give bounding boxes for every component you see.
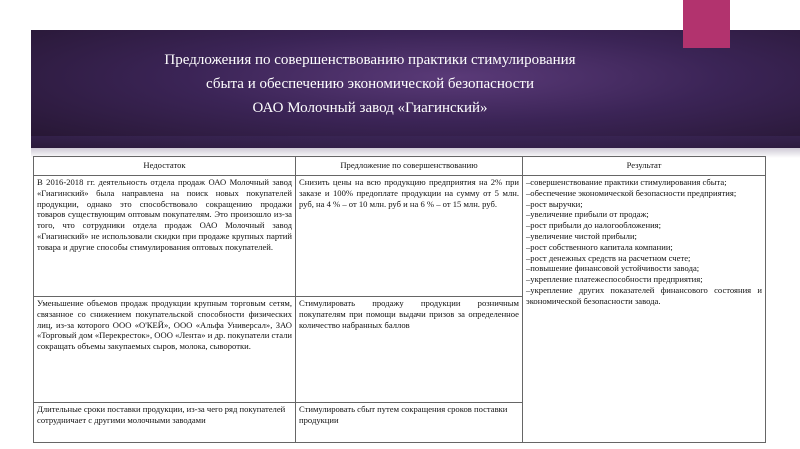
result-item: –рост денежных средств на расчетном счете;	[526, 252, 691, 263]
result-item: –укрепление других показателей финансового состояния и экономической безопасности завода.	[526, 284, 762, 306]
proposal-cell-1: Снизить цены на всю продукцию предприятия на 2% при заказе и 100% предоплате продукции на сумму от 5 млн. руб, на 4 % – от 10 млн. руб и на 6 % – от 15 млн. руб.	[296, 176, 523, 297]
result-cell	[523, 176, 766, 443]
title-line-2: сбыта и обеспечению экономической безопасности	[206, 76, 534, 92]
slide-title	[40, 48, 700, 120]
table-header-row	[34, 157, 766, 176]
result-item: –увеличение прибыли от продаж;	[526, 209, 649, 220]
header-proposal: Предложение по совершенствованию	[296, 157, 523, 176]
title-line-1: Предложения по совершенствованию практики стимулирования	[164, 52, 576, 68]
result-item: –рост выручки;	[526, 198, 583, 209]
result-item: –обеспечение экономической безопасности предприятия;	[526, 187, 737, 198]
deficiency-cell-2: Уменьшение объемов продаж продукции крупным торговым сетям, связанное со снижением покупательской способности физических лиц, из-за которого ООО «О'КЕЙ», ООО «Альфа Универсал», ЗАО «Торговый дом «Перекресток», ООО «Лента» и др. покупатели стали сокращать объемы закупаемых сыров, молока, сыворотки.	[34, 297, 296, 403]
result-item: –увеличение чистой прибыли;	[526, 230, 637, 241]
accent-block	[683, 0, 730, 48]
result-item: –рост собственного капитала компании;	[526, 241, 673, 252]
title-line-3: ОАО Молочный завод «Гиагинский»	[252, 100, 488, 116]
proposal-cell-2: Стимулировать продажу продукции розничным покупателям при помощи выдачи призов за определенное количество набранных баллов	[296, 297, 523, 403]
proposal-cell-3: Стимулировать сбыт путем сокращения сроков поставки продукции	[296, 403, 523, 443]
result-item: –совершенствование практики стимулирования сбыта;	[526, 177, 727, 187]
result-item: –повышение финансовой устойчивости завода;	[526, 263, 700, 274]
table-row	[34, 176, 766, 297]
result-item: –укрепление платежеспособности предприятия;	[526, 274, 703, 285]
proposals-table	[33, 156, 766, 443]
deficiency-cell-3: Длительные сроки поставки продукции, из-за чего ряд покупателей сотрудничает с другими молочными заводами	[34, 403, 296, 443]
header-result: Результат	[523, 157, 766, 176]
result-item: –рост прибыли до налогообложения;	[526, 220, 662, 231]
deficiency-cell-1: В 2016-2018 гг. деятельность отдела продаж ОАО Молочный завод «Гиагинский» была направлена на поиск новых покупателей продукции, однако это способствовало сокращению продажи товаров существующим оптовым покупателям. Это произошло из-за того, что сотрудники отдела продаж ОАО Молочный завод «Гиагинский» не использовали скидки при продаже крупных партий товара и другие способы стимулирования оптовых покупателей.	[34, 176, 296, 297]
header-deficiency: Недостаток	[34, 157, 296, 176]
